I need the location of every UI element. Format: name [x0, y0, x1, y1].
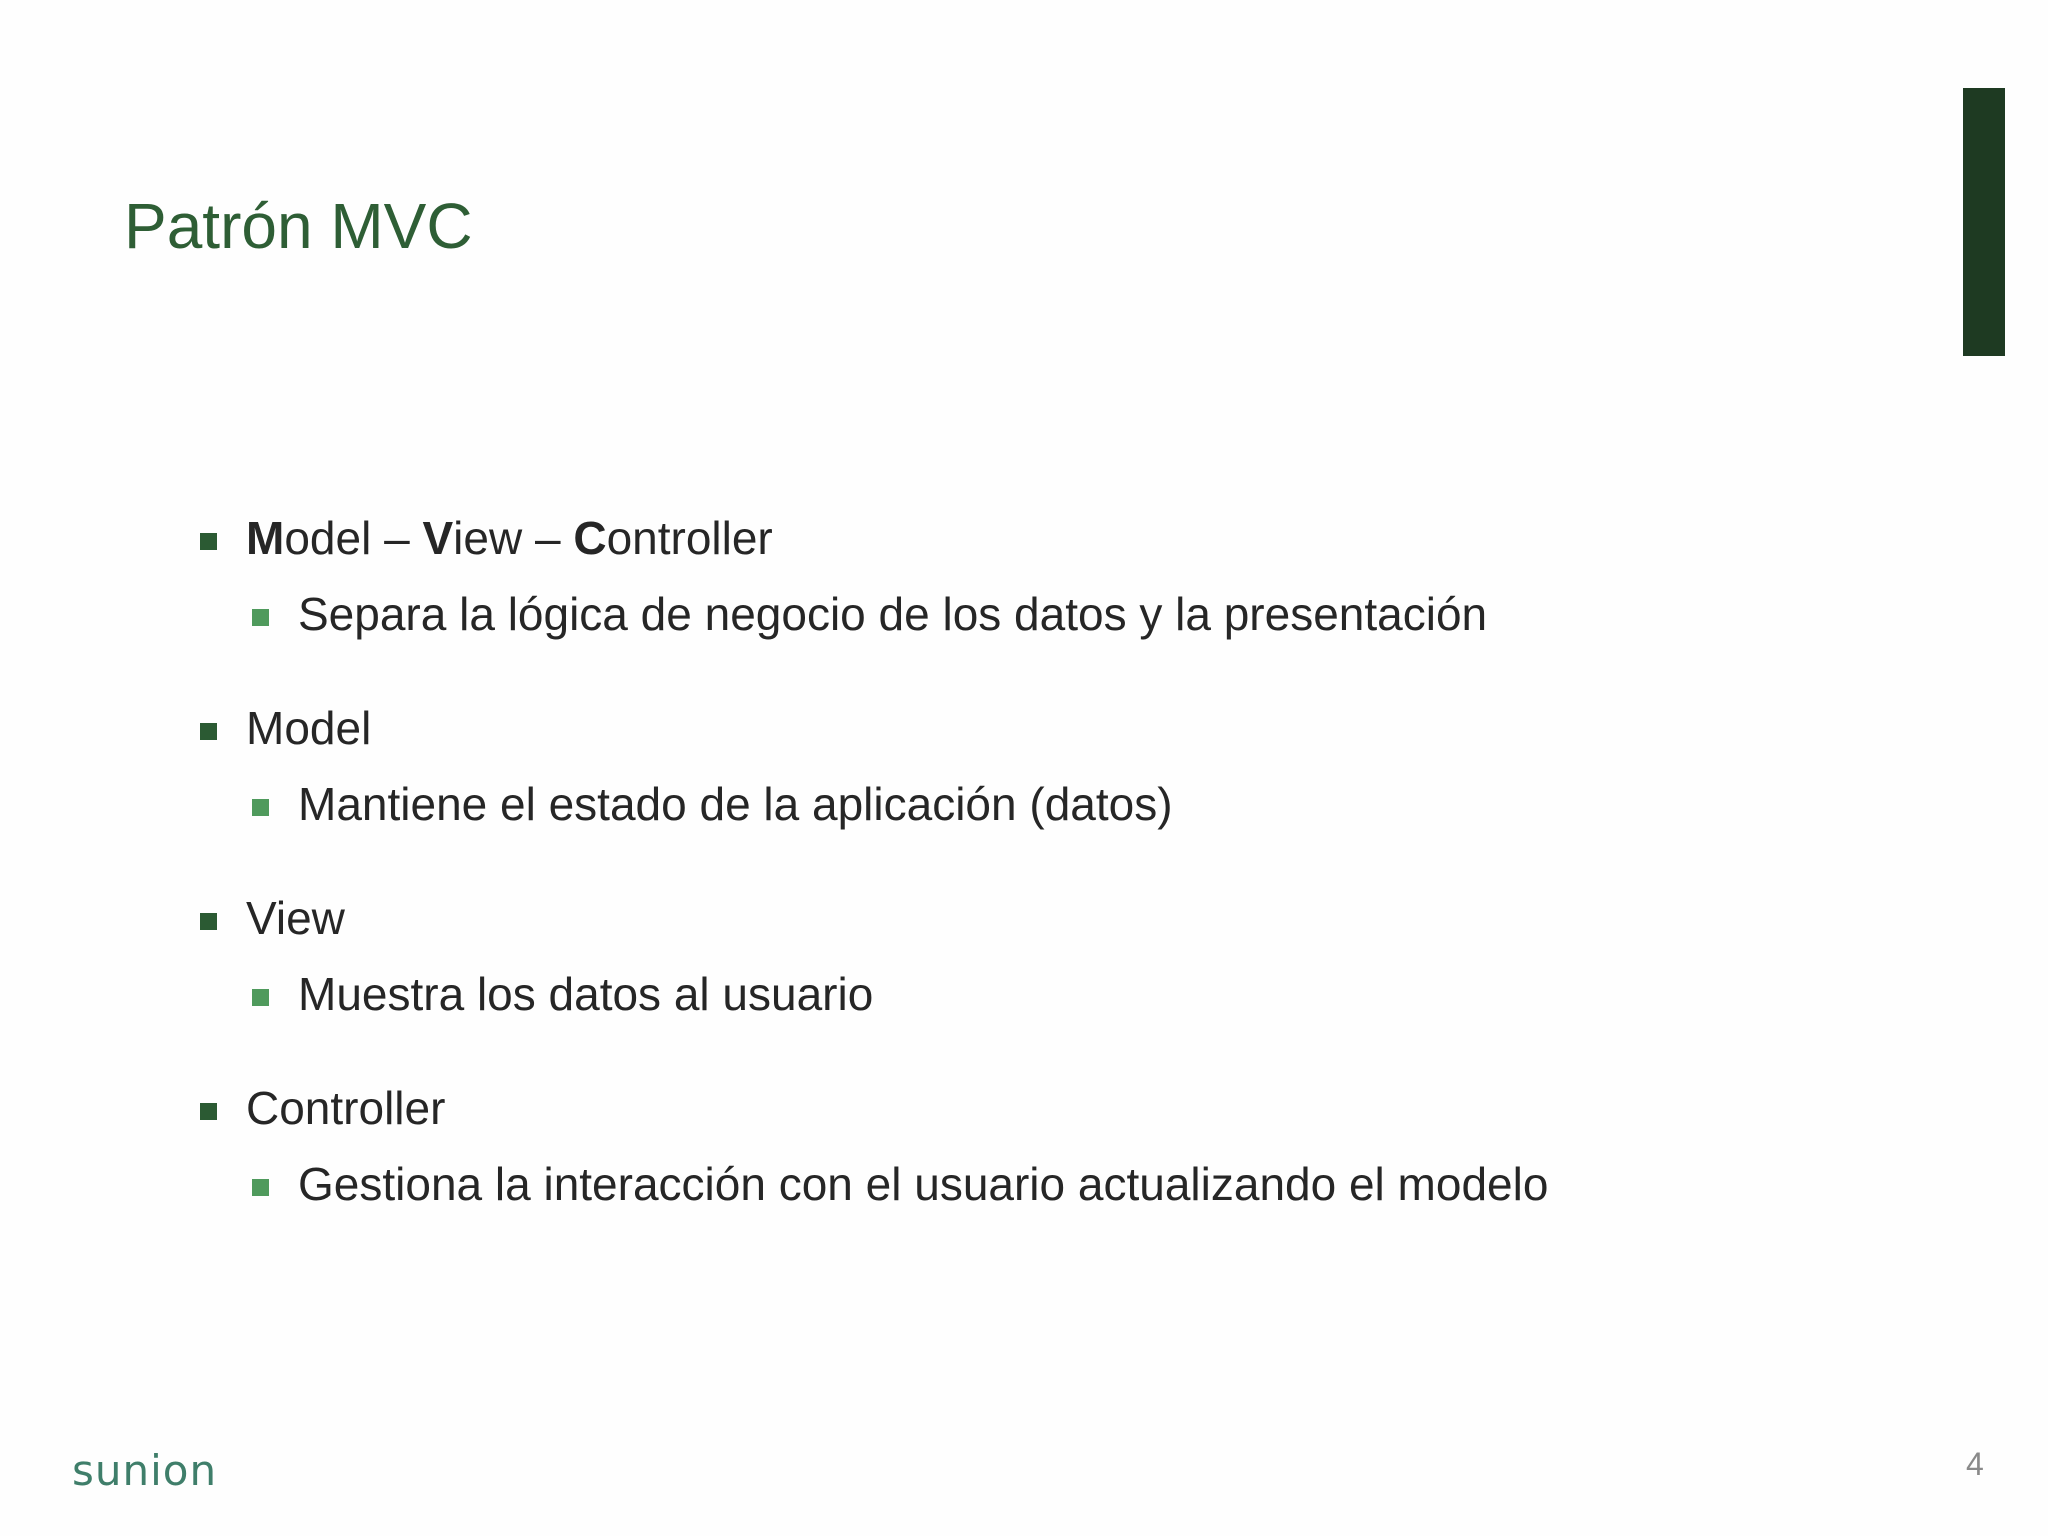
bullet-text: View	[246, 892, 345, 944]
square-sub-bullet-icon	[252, 609, 269, 626]
separator: –	[522, 512, 574, 564]
square-sub-bullet-icon	[252, 989, 269, 1006]
square-bullet-icon	[200, 913, 217, 930]
initial-c: C	[573, 512, 607, 564]
accent-bar	[1963, 88, 2005, 356]
bullet-group-mvc	[200, 500, 1900, 652]
initial-m: M	[246, 512, 285, 564]
sub-bullet-text: Muestra los datos al usuario	[298, 968, 874, 1020]
bullet-text: Model	[246, 702, 372, 754]
bullet-controller	[200, 1070, 1900, 1146]
rest-ontroller: ontroller	[606, 512, 773, 564]
sub-bullet-mvc	[200, 576, 1900, 652]
bullet-model	[200, 690, 1900, 766]
square-bullet-icon	[200, 1103, 217, 1120]
square-sub-bullet-icon	[252, 799, 269, 816]
company-logo: sunion	[72, 1446, 218, 1495]
sub-bullet-view	[200, 956, 1900, 1032]
sub-bullet-model	[200, 766, 1900, 842]
sub-bullet-text: Gestiona la interacción con el usuario actualizando el modelo	[298, 1158, 1549, 1210]
bullet-group-controller	[200, 1070, 1900, 1222]
bullet-view	[200, 880, 1900, 956]
separator: –	[371, 512, 423, 564]
bullet-group-model	[200, 690, 1900, 842]
sub-bullet-text: Separa la lógica de negocio de los datos y la presentación	[298, 588, 1488, 640]
initial-v: V	[422, 512, 454, 564]
bullet-text: Controller	[246, 1082, 446, 1134]
page-number: 4	[1966, 1446, 1984, 1482]
square-sub-bullet-icon	[252, 1179, 269, 1196]
bullet-mvc-text	[246, 512, 773, 564]
square-bullet-icon	[200, 723, 217, 740]
sub-bullet-controller	[200, 1146, 1900, 1222]
bullet-group-view	[200, 880, 1900, 1032]
rest-odel: odel	[284, 512, 372, 564]
slide-title: Patrón MVC	[124, 190, 473, 262]
bullet-list	[200, 500, 1900, 1260]
square-bullet-icon	[200, 533, 217, 550]
rest-iew: iew	[453, 512, 523, 564]
bullet-mvc	[200, 500, 1900, 576]
sub-bullet-text: Mantiene el estado de la aplicación (datos)	[298, 778, 1173, 830]
